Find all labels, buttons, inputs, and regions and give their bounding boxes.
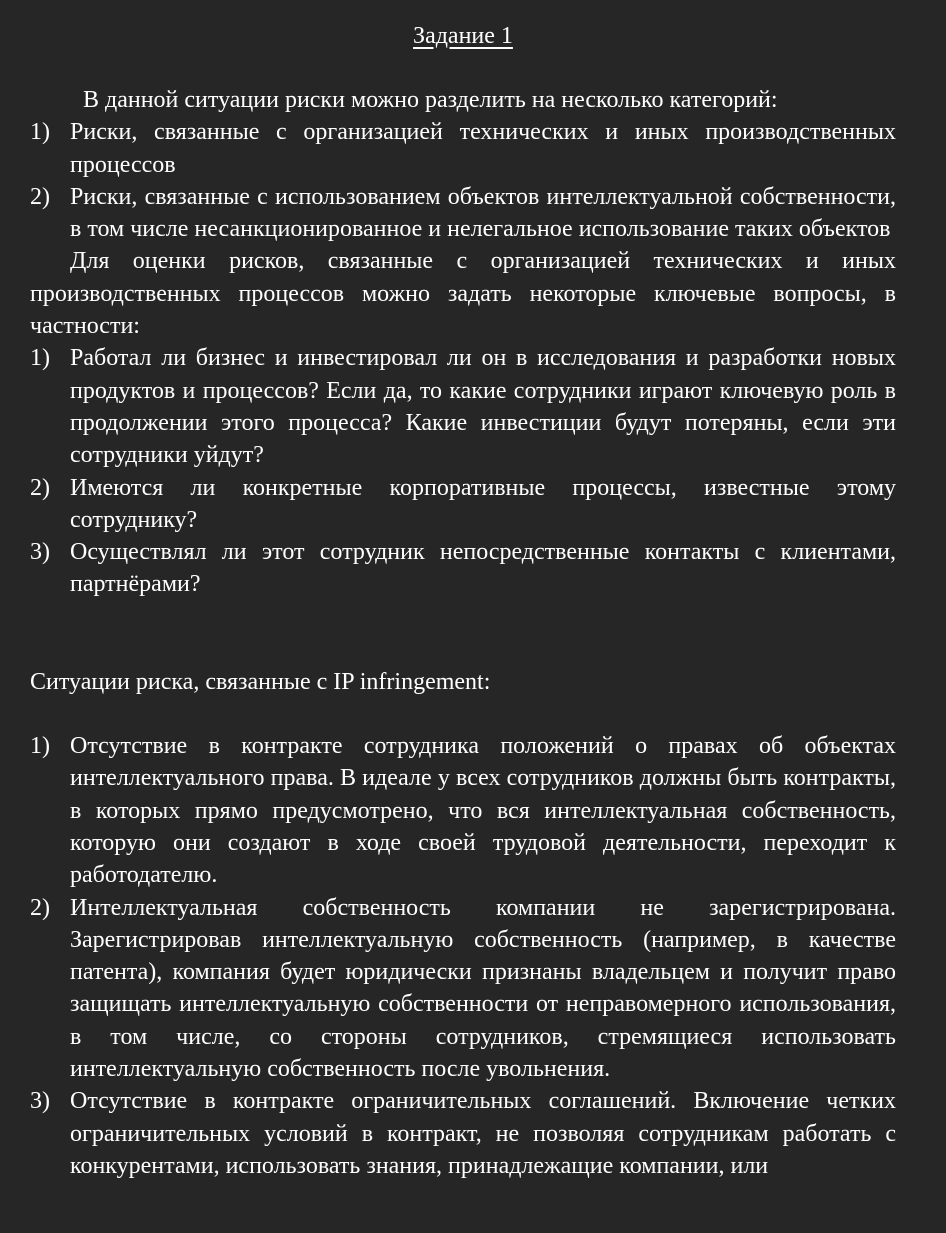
list-number: 2)	[30, 894, 50, 921]
intro-paragraph: В данной ситуации риски можно разделить на несколько категорий:	[83, 87, 778, 113]
list-item	[30, 1085, 896, 1182]
list-number: 2)	[30, 474, 50, 501]
list-item-text: Риски, связанные с использованием объектов интеллектуальной собственности, в том числе несанкционированное и нелегальное использование таких объектов	[70, 183, 896, 243]
page-title: Задание 1	[413, 23, 513, 49]
list-item-text: Отсутствие в контракте сотрудника положений о правах об объектах интеллектуального права. В идеале у всех сотрудников должны быть контракты, в которых прямо предусмотрено, что вся интеллектуальная собственность, которую они создают в ходе своей трудовой деятельности, переходит к работодателю.	[70, 733, 896, 889]
list-number: 2)	[30, 183, 50, 210]
list-item	[30, 181, 896, 246]
list-item-text: Отсутствие в контракте ограничительных соглашений. Включение четких ограничительных условий в контракт, не позволяя сотрудникам работать с конкурентами, использовать знания, принадлежащие компании, или	[70, 1088, 896, 1179]
list-number: 3)	[30, 1088, 50, 1115]
list-item	[30, 730, 896, 891]
list-item	[30, 472, 896, 537]
ip-heading: Ситуации риска, связанные с IP infringement:	[30, 668, 491, 695]
list-number: 1)	[30, 345, 50, 372]
list-number: 1)	[30, 733, 50, 760]
spacer	[30, 698, 896, 730]
ip-situations-list	[30, 730, 896, 1182]
list-item	[30, 892, 896, 1086]
key-questions-list	[30, 342, 896, 600]
list-item-text: Имеются ли конкретные корпоративные процессы, известные этому сотруднику?	[70, 474, 896, 533]
document-page	[30, 20, 896, 1182]
list-item	[30, 342, 896, 471]
list-item-text: Работал ли бизнес и инвестировал ли он в исследования и разработки новых продуктов и процессов? Если да, то какие сотрудники играют ключевую роль в продолжении этого процесса? Какие инвестиции будут потеряны, если эти сотрудники уйдут?	[70, 345, 896, 469]
spacer	[30, 52, 896, 84]
list-item-text: Интеллектуальная собственность компании не зарегистрирована. Зарегистрировав интеллектуальную собственность (например, в качестве патента), компания будет юридически признаны владельцем и получит право защищать интеллектуальную собственности от неправомерного использования, в том числе, со стороны сотрудников, стремящиеся использовать интеллектуальную собственность после увольнения.	[70, 894, 896, 1083]
list-item	[30, 536, 896, 601]
list-number: 1)	[30, 119, 50, 146]
list-item	[30, 116, 896, 181]
spacer	[30, 601, 896, 666]
list-item-text: Риски, связанные с организацией технических и иных производственных процессов	[70, 119, 896, 178]
list-item-text: Осуществлял ли этот сотрудник непосредственные контакты с клиентами, партнёрами?	[70, 539, 896, 598]
risk-categories-list	[30, 116, 896, 245]
list-number: 3)	[30, 539, 50, 566]
assessment-paragraph: Для оценки рисков, связанные с организацией технических и иных производственных процессов можно задать некоторые ключевые вопросы, в частности:	[30, 248, 896, 340]
